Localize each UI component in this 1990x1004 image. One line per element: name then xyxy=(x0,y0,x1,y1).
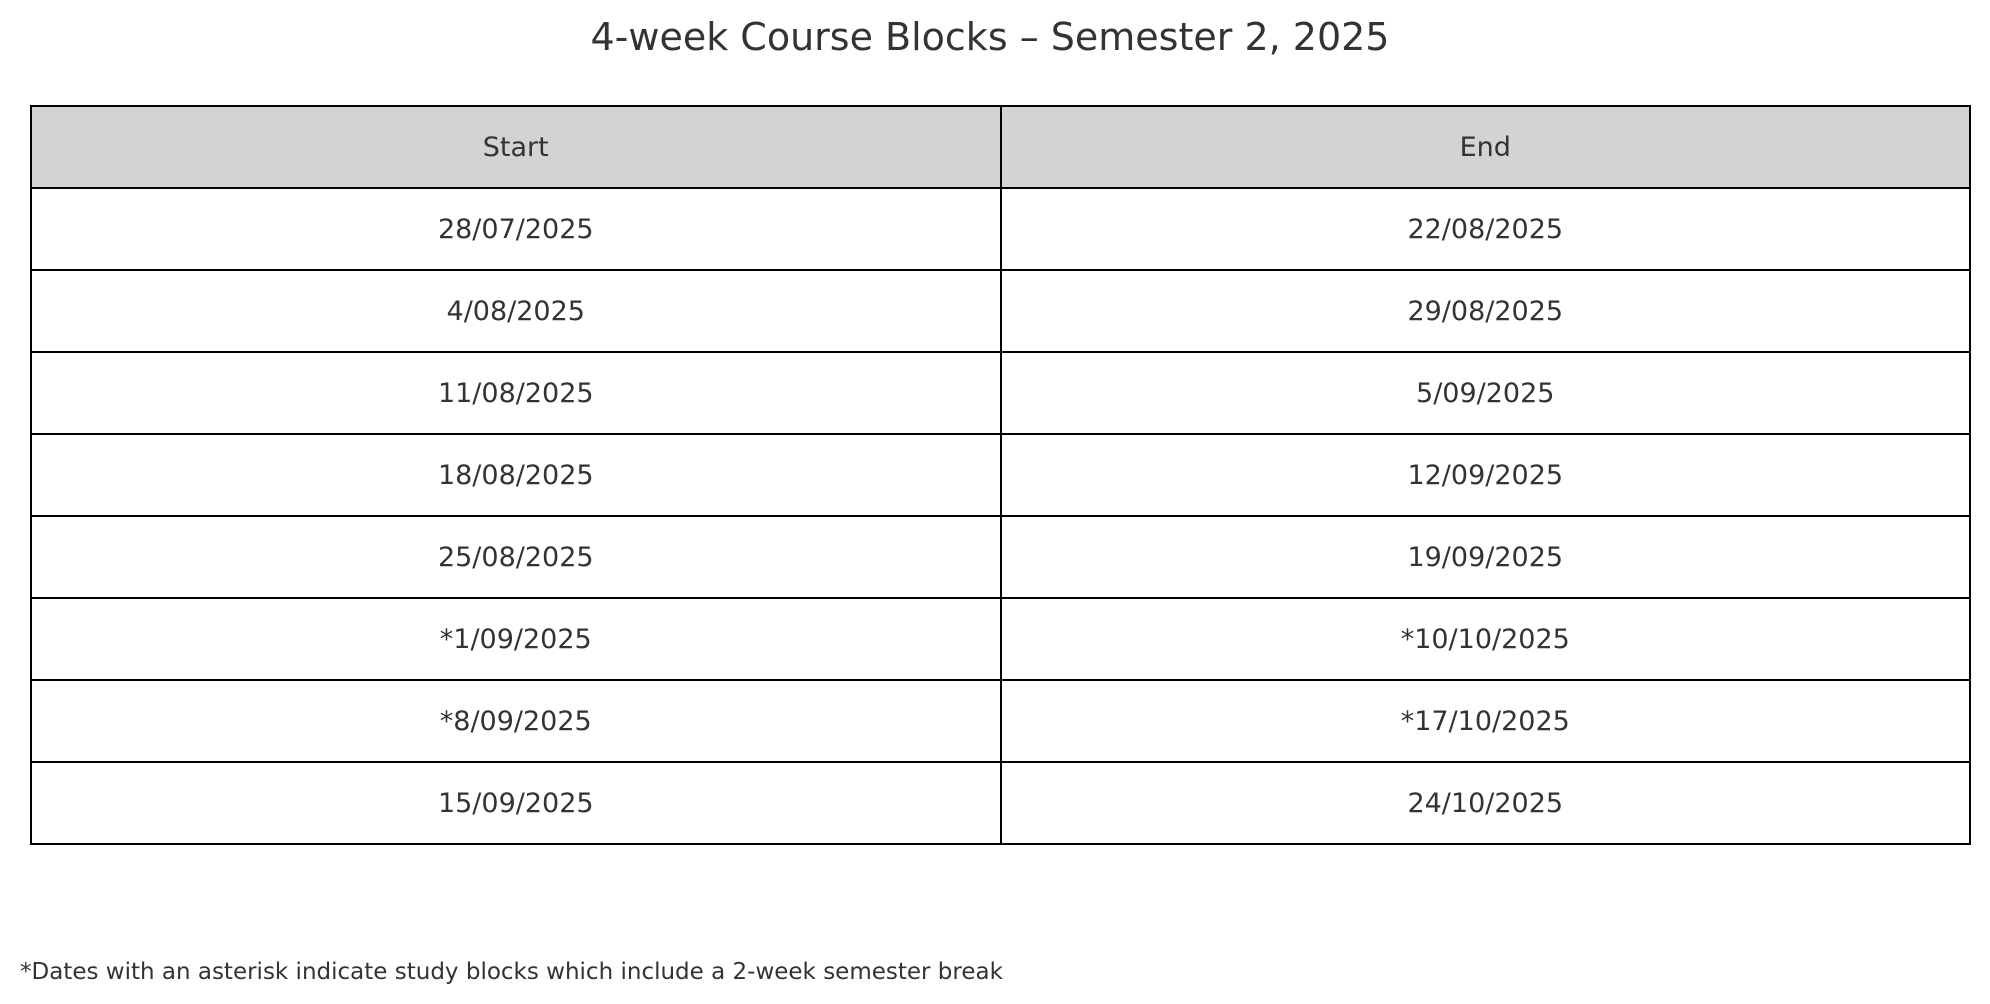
end-date-cell: 5/09/2025 xyxy=(1001,352,1971,434)
end-date-cell: *17/10/2025 xyxy=(1001,680,1971,762)
table-row xyxy=(31,434,1970,516)
table-row xyxy=(31,352,1970,434)
start-date-cell: 11/08/2025 xyxy=(31,352,1001,434)
table-row xyxy=(31,516,1970,598)
table-row xyxy=(31,762,1970,844)
end-date-cell: *10/10/2025 xyxy=(1001,598,1971,680)
end-date-cell: 22/08/2025 xyxy=(1001,188,1971,270)
start-date-cell: *8/09/2025 xyxy=(31,680,1001,762)
course-blocks-table xyxy=(30,105,1971,845)
column-header-start: Start xyxy=(31,106,1001,188)
page-title: 4-week Course Blocks – Semester 2, 2025 xyxy=(590,15,1390,59)
start-date-cell: 25/08/2025 xyxy=(31,516,1001,598)
course-blocks-table-container xyxy=(30,105,1971,845)
end-date-cell: 12/09/2025 xyxy=(1001,434,1971,516)
end-date-cell: 24/10/2025 xyxy=(1001,762,1971,844)
table-row xyxy=(31,598,1970,680)
start-date-cell: 18/08/2025 xyxy=(31,434,1001,516)
column-header-end: End xyxy=(1001,106,1971,188)
end-date-cell: 19/09/2025 xyxy=(1001,516,1971,598)
start-date-cell: 28/07/2025 xyxy=(31,188,1001,270)
start-date-cell: *1/09/2025 xyxy=(31,598,1001,680)
table-row xyxy=(31,188,1970,270)
start-date-cell: 4/08/2025 xyxy=(31,270,1001,352)
end-date-cell: 29/08/2025 xyxy=(1001,270,1971,352)
start-date-cell: 15/09/2025 xyxy=(31,762,1001,844)
table-row xyxy=(31,680,1970,762)
asterisk-footnote: *Dates with an asterisk indicate study blocks which include a 2-week semester break xyxy=(20,959,1003,985)
table-row xyxy=(31,270,1970,352)
table-header-row xyxy=(31,106,1970,188)
